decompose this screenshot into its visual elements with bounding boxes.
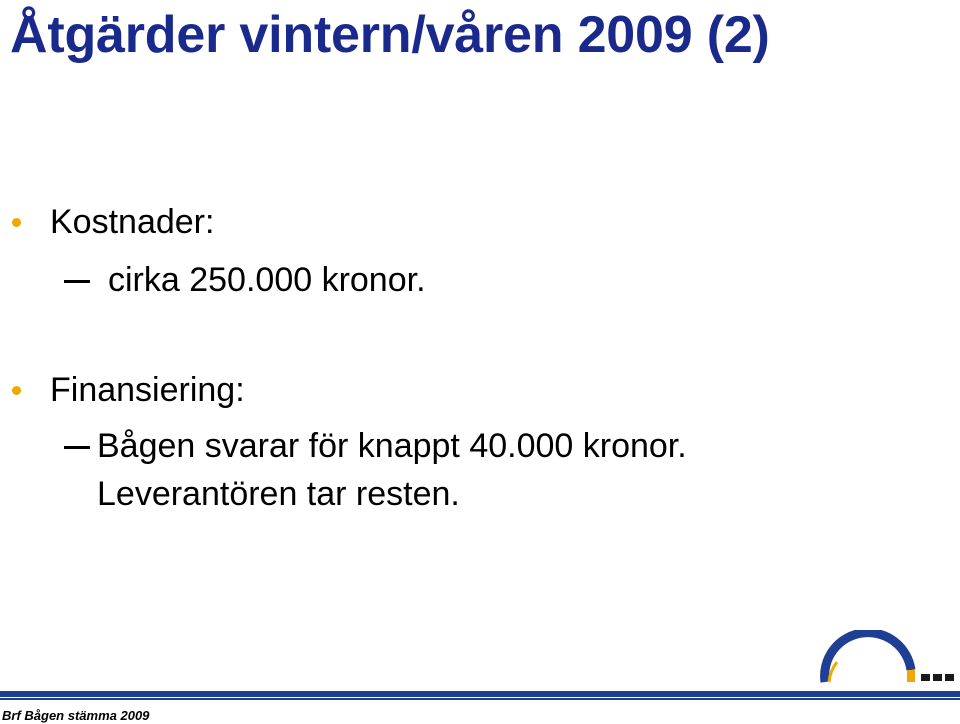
bullet-dot-icon xyxy=(12,386,21,395)
sub-item-cost: cirka 250.000 kronor. xyxy=(108,261,426,299)
footer-bar xyxy=(0,691,960,697)
bullet-heading-finansiering: Finansiering: xyxy=(50,371,245,409)
bullet-dot-icon xyxy=(12,218,21,227)
footer-text: Brf Bågen stämma 2009 xyxy=(2,708,150,723)
dash-icon xyxy=(64,446,90,449)
bullet-heading-kostnader: Kostnader: xyxy=(50,203,215,241)
footer-bar-thin xyxy=(0,698,960,700)
sub-item-funding-1: Bågen svarar för knappt 40.000 kronor. xyxy=(97,427,687,465)
slide-title: Åtgärder vintern/våren 2009 (2) xyxy=(10,6,770,64)
arch-logo-icon xyxy=(815,630,960,690)
dash-icon xyxy=(64,280,90,283)
sub-item-funding-2: Leverantören tar resten. xyxy=(97,475,460,513)
